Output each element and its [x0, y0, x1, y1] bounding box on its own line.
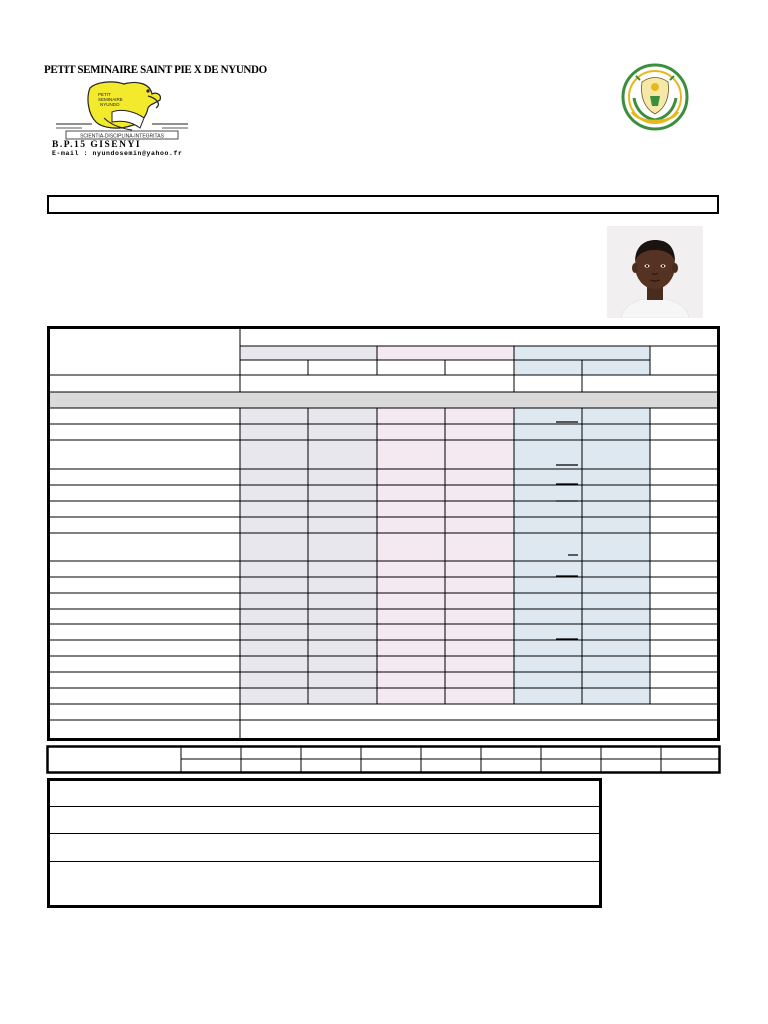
pelican-logo-icon [52, 78, 192, 142]
rwanda-coat-of-arms-icon [620, 62, 690, 132]
postal-address: B.P.15 GISENYI [52, 140, 142, 150]
school-motto: SCIENTIA-DISCIPLINA-INTEGRITAS [80, 133, 164, 140]
section-band [50, 392, 717, 408]
report-title-box [47, 195, 719, 214]
logo-text-1: PETIT [98, 92, 111, 97]
school-email: E-mail : nyundosemin@yahoo.fr [52, 150, 183, 157]
school-logo [44, 64, 267, 157]
header-cell-group-1 [240, 346, 377, 360]
comments-box [47, 778, 602, 908]
header-cell-group-3 [514, 346, 650, 360]
comments-divider [50, 861, 599, 862]
comments-divider [50, 806, 599, 807]
summary-table [46, 745, 721, 774]
marks-table [47, 326, 720, 741]
school-name: PETIT SEMINAIRE SAINT PIE X DE NYUNDO [44, 64, 267, 76]
header-cell-group-2 [377, 346, 514, 360]
student-portrait [607, 226, 703, 318]
comments-divider [50, 833, 599, 834]
marks-grid [50, 329, 717, 738]
logo-text-3: NYUNDO [100, 102, 120, 107]
logo-text-2: SEMINAIRE [98, 97, 123, 102]
